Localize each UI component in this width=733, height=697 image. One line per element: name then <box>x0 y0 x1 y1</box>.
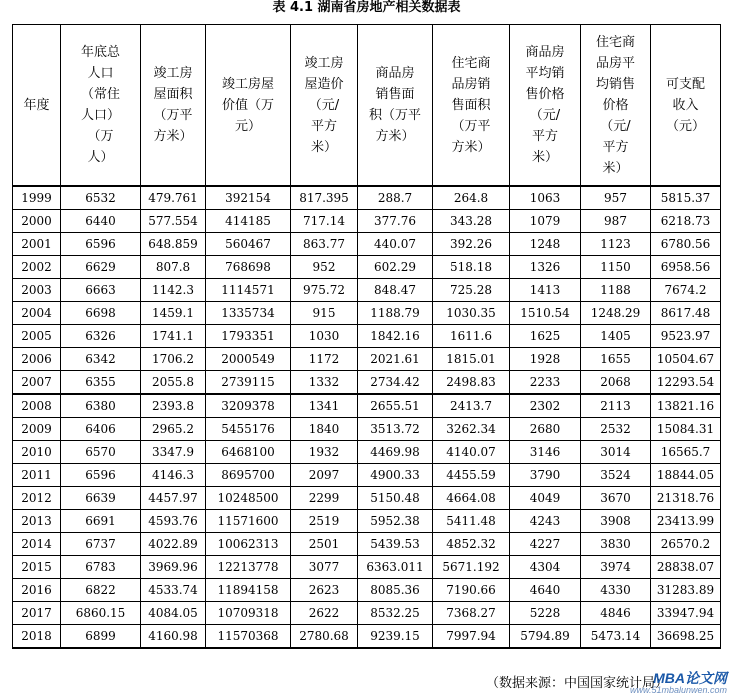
value-cell: 440.07 <box>358 233 433 256</box>
value-cell: 3908 <box>581 510 651 533</box>
value-cell: 3077 <box>291 556 358 579</box>
value-cell: 6737 <box>61 533 141 556</box>
watermark-logo: MBA论文网 <box>653 670 727 686</box>
value-cell: 2623 <box>291 579 358 602</box>
value-cell: 12213778 <box>206 556 291 579</box>
value-cell: 8617.48 <box>651 302 721 325</box>
column-header: 住宅商 品房销 售面积 （万平 方米） <box>433 25 510 187</box>
column-header: 住宅商 品房平 均销售 价格 （元/ 平方 米） <box>581 25 651 187</box>
value-cell: 975.72 <box>291 279 358 302</box>
value-cell: 1114571 <box>206 279 291 302</box>
value-cell: 9239.15 <box>358 625 433 649</box>
value-cell: 4455.59 <box>433 464 510 487</box>
value-cell: 6468100 <box>206 441 291 464</box>
year-cell: 2009 <box>13 418 61 441</box>
value-cell: 6218.73 <box>651 210 721 233</box>
value-cell: 863.77 <box>291 233 358 256</box>
value-cell: 5411.48 <box>433 510 510 533</box>
value-cell: 33947.94 <box>651 602 721 625</box>
value-cell: 4227 <box>510 533 581 556</box>
value-cell: 4457.97 <box>141 487 206 510</box>
table-row <box>13 441 721 464</box>
value-cell: 10062313 <box>206 533 291 556</box>
value-cell: 15084.31 <box>651 418 721 441</box>
value-cell: 6596 <box>61 464 141 487</box>
value-cell: 2680 <box>510 418 581 441</box>
value-cell: 6783 <box>61 556 141 579</box>
value-cell: 1706.2 <box>141 348 206 371</box>
table-row <box>13 464 721 487</box>
value-cell: 6406 <box>61 418 141 441</box>
value-cell: 2233 <box>510 371 581 395</box>
value-cell: 2302 <box>510 394 581 418</box>
value-cell: 5794.89 <box>510 625 581 649</box>
value-cell: 1341 <box>291 394 358 418</box>
value-cell: 6363.011 <box>358 556 433 579</box>
year-cell: 2004 <box>13 302 61 325</box>
value-cell: 1842.16 <box>358 325 433 348</box>
value-cell: 31283.89 <box>651 579 721 602</box>
value-cell: 10709318 <box>206 602 291 625</box>
value-cell: 12293.54 <box>651 371 721 395</box>
table-title: 表 4.1 湖南省房地产相关数据表 <box>272 0 461 15</box>
value-cell: 13821.16 <box>651 394 721 418</box>
value-cell: 3830 <box>581 533 651 556</box>
value-cell: 1332 <box>291 371 358 395</box>
value-cell: 1510.54 <box>510 302 581 325</box>
value-cell: 768698 <box>206 256 291 279</box>
value-cell: 987 <box>581 210 651 233</box>
value-cell: 4852.32 <box>433 533 510 556</box>
value-cell: 4084.05 <box>141 602 206 625</box>
value-cell: 6958.56 <box>651 256 721 279</box>
value-cell: 2055.8 <box>141 371 206 395</box>
value-cell: 848.47 <box>358 279 433 302</box>
year-cell: 2002 <box>13 256 61 279</box>
value-cell: 6822 <box>61 579 141 602</box>
value-cell: 4533.74 <box>141 579 206 602</box>
value-cell: 6532 <box>61 186 141 210</box>
value-cell: 725.28 <box>433 279 510 302</box>
value-cell: 1142.3 <box>141 279 206 302</box>
value-cell: 3670 <box>581 487 651 510</box>
value-cell: 1840 <box>291 418 358 441</box>
value-cell: 2532 <box>581 418 651 441</box>
value-cell: 2299 <box>291 487 358 510</box>
value-cell: 1405 <box>581 325 651 348</box>
year-cell: 2011 <box>13 464 61 487</box>
value-cell: 5439.53 <box>358 533 433 556</box>
value-cell: 957 <box>581 186 651 210</box>
value-cell: 6860.15 <box>61 602 141 625</box>
watermark <box>630 671 727 695</box>
value-cell: 3347.9 <box>141 441 206 464</box>
column-header: 竣工房屋 价值（万 元） <box>206 25 291 187</box>
column-header: 可支配 收入 （元） <box>651 25 721 187</box>
value-cell: 915 <box>291 302 358 325</box>
value-cell: 6380 <box>61 394 141 418</box>
value-cell: 1611.6 <box>433 325 510 348</box>
table-row <box>13 256 721 279</box>
value-cell: 6570 <box>61 441 141 464</box>
value-cell: 577.554 <box>141 210 206 233</box>
value-cell: 2068 <box>581 371 651 395</box>
value-cell: 807.8 <box>141 256 206 279</box>
table-row <box>13 602 721 625</box>
value-cell: 3969.96 <box>141 556 206 579</box>
table-row <box>13 279 721 302</box>
value-cell: 1459.1 <box>141 302 206 325</box>
year-cell: 2005 <box>13 325 61 348</box>
value-cell: 6691 <box>61 510 141 533</box>
value-cell: 1326 <box>510 256 581 279</box>
year-cell: 2003 <box>13 279 61 302</box>
value-cell: 1188 <box>581 279 651 302</box>
year-cell: 2008 <box>13 394 61 418</box>
value-cell: 414185 <box>206 210 291 233</box>
value-cell: 1188.79 <box>358 302 433 325</box>
value-cell: 6440 <box>61 210 141 233</box>
value-cell: 4640 <box>510 579 581 602</box>
value-cell: 343.28 <box>433 210 510 233</box>
value-cell: 7190.66 <box>433 579 510 602</box>
data-source-note: （数据来源：中国国家统计局） <box>486 676 669 691</box>
value-cell: 6326 <box>61 325 141 348</box>
year-cell: 2017 <box>13 602 61 625</box>
value-cell: 1030 <box>291 325 358 348</box>
year-cell: 2012 <box>13 487 61 510</box>
value-cell: 16565.7 <box>651 441 721 464</box>
value-cell: 1815.01 <box>433 348 510 371</box>
value-cell: 5455176 <box>206 418 291 441</box>
value-cell: 11571600 <box>206 510 291 533</box>
column-header: 商品房 销售面 积（万平 方米） <box>358 25 433 187</box>
value-cell: 5815.37 <box>651 186 721 210</box>
value-cell: 4049 <box>510 487 581 510</box>
value-cell: 7674.2 <box>651 279 721 302</box>
value-cell: 3974 <box>581 556 651 579</box>
value-cell: 2021.61 <box>358 348 433 371</box>
value-cell: 28838.07 <box>651 556 721 579</box>
table-row <box>13 487 721 510</box>
value-cell: 2519 <box>291 510 358 533</box>
value-cell: 3262.34 <box>433 418 510 441</box>
value-cell: 3146 <box>510 441 581 464</box>
value-cell: 6639 <box>61 487 141 510</box>
year-cell: 2016 <box>13 579 61 602</box>
value-cell: 648.859 <box>141 233 206 256</box>
value-cell: 2498.83 <box>433 371 510 395</box>
value-cell: 4140.07 <box>433 441 510 464</box>
value-cell: 6355 <box>61 371 141 395</box>
value-cell: 6629 <box>61 256 141 279</box>
value-cell: 377.76 <box>358 210 433 233</box>
value-cell: 1123 <box>581 233 651 256</box>
value-cell: 18844.05 <box>651 464 721 487</box>
value-cell: 7997.94 <box>433 625 510 649</box>
value-cell: 4664.08 <box>433 487 510 510</box>
value-cell: 1655 <box>581 348 651 371</box>
value-cell: 1079 <box>510 210 581 233</box>
value-cell: 1248.29 <box>581 302 651 325</box>
value-cell: 3524 <box>581 464 651 487</box>
table-body <box>13 186 721 648</box>
value-cell: 5150.48 <box>358 487 433 510</box>
column-header: 商品房 平均销 售价格 （元/ 平方 米） <box>510 25 581 187</box>
value-cell: 1928 <box>510 348 581 371</box>
year-cell: 2014 <box>13 533 61 556</box>
value-cell: 21318.76 <box>651 487 721 510</box>
value-cell: 560467 <box>206 233 291 256</box>
value-cell: 1172 <box>291 348 358 371</box>
column-header: 竣工房 屋面积 （万平 方米） <box>141 25 206 187</box>
table-row <box>13 325 721 348</box>
table-row <box>13 510 721 533</box>
value-cell: 6596 <box>61 233 141 256</box>
value-cell: 8085.36 <box>358 579 433 602</box>
table-row <box>13 233 721 256</box>
housing-data-table <box>12 24 721 649</box>
value-cell: 4146.3 <box>141 464 206 487</box>
value-cell: 5952.38 <box>358 510 433 533</box>
year-cell: 2007 <box>13 371 61 395</box>
value-cell: 4593.76 <box>141 510 206 533</box>
value-cell: 4900.33 <box>358 464 433 487</box>
value-cell: 479.761 <box>141 186 206 210</box>
year-cell: 2010 <box>13 441 61 464</box>
value-cell: 10504.67 <box>651 348 721 371</box>
value-cell: 288.7 <box>358 186 433 210</box>
table-row <box>13 302 721 325</box>
header-row <box>13 25 721 187</box>
value-cell: 1625 <box>510 325 581 348</box>
value-cell: 952 <box>291 256 358 279</box>
value-cell: 8695700 <box>206 464 291 487</box>
value-cell: 2501 <box>291 533 358 556</box>
watermark-url: www.51mbalunwen.com <box>629 685 727 695</box>
table-row <box>13 394 721 418</box>
year-cell: 1999 <box>13 186 61 210</box>
value-cell: 4846 <box>581 602 651 625</box>
value-cell: 2965.2 <box>141 418 206 441</box>
value-cell: 3209378 <box>206 394 291 418</box>
value-cell: 4160.98 <box>141 625 206 649</box>
value-cell: 4304 <box>510 556 581 579</box>
value-cell: 392.26 <box>433 233 510 256</box>
value-cell: 2097 <box>291 464 358 487</box>
value-cell: 36698.25 <box>651 625 721 649</box>
column-header: 年底总 人口 （常住 人口） （万 人） <box>61 25 141 187</box>
value-cell: 2622 <box>291 602 358 625</box>
value-cell: 5473.14 <box>581 625 651 649</box>
value-cell: 518.18 <box>433 256 510 279</box>
value-cell: 2113 <box>581 394 651 418</box>
table-row <box>13 625 721 649</box>
year-cell: 2000 <box>13 210 61 233</box>
value-cell: 6780.56 <box>651 233 721 256</box>
year-cell: 2015 <box>13 556 61 579</box>
value-cell: 1793351 <box>206 325 291 348</box>
value-cell: 2413.7 <box>433 394 510 418</box>
value-cell: 6899 <box>61 625 141 649</box>
table-row <box>13 371 721 395</box>
table-row <box>13 186 721 210</box>
value-cell: 2734.42 <box>358 371 433 395</box>
value-cell: 1030.35 <box>433 302 510 325</box>
value-cell: 1335734 <box>206 302 291 325</box>
value-cell: 392154 <box>206 186 291 210</box>
value-cell: 2655.51 <box>358 394 433 418</box>
value-cell: 7368.27 <box>433 602 510 625</box>
value-cell: 2000549 <box>206 348 291 371</box>
value-cell: 3790 <box>510 464 581 487</box>
year-cell: 2006 <box>13 348 61 371</box>
value-cell: 264.8 <box>433 186 510 210</box>
value-cell: 1063 <box>510 186 581 210</box>
value-cell: 9523.97 <box>651 325 721 348</box>
value-cell: 10248500 <box>206 487 291 510</box>
value-cell: 1413 <box>510 279 581 302</box>
value-cell: 3513.72 <box>358 418 433 441</box>
value-cell: 26570.2 <box>651 533 721 556</box>
value-cell: 2739115 <box>206 371 291 395</box>
value-cell: 1248 <box>510 233 581 256</box>
value-cell: 11894158 <box>206 579 291 602</box>
value-cell: 6698 <box>61 302 141 325</box>
value-cell: 717.14 <box>291 210 358 233</box>
table-row <box>13 418 721 441</box>
value-cell: 4243 <box>510 510 581 533</box>
value-cell: 817.395 <box>291 186 358 210</box>
table-row <box>13 533 721 556</box>
value-cell: 5671.192 <box>433 556 510 579</box>
year-cell: 2013 <box>13 510 61 533</box>
value-cell: 1150 <box>581 256 651 279</box>
value-cell: 6342 <box>61 348 141 371</box>
table-row <box>13 556 721 579</box>
value-cell: 4022.89 <box>141 533 206 556</box>
value-cell: 2780.68 <box>291 625 358 649</box>
value-cell: 1932 <box>291 441 358 464</box>
value-cell: 602.29 <box>358 256 433 279</box>
table-row <box>13 210 721 233</box>
value-cell: 8532.25 <box>358 602 433 625</box>
year-cell: 2001 <box>13 233 61 256</box>
value-cell: 3014 <box>581 441 651 464</box>
year-cell: 2018 <box>13 625 61 649</box>
value-cell: 2393.8 <box>141 394 206 418</box>
column-header: 竣工房 屋造价 （元/ 平方 米） <box>291 25 358 187</box>
value-cell: 11570368 <box>206 625 291 649</box>
value-cell: 5228 <box>510 602 581 625</box>
value-cell: 23413.99 <box>651 510 721 533</box>
table-row <box>13 348 721 371</box>
value-cell: 6663 <box>61 279 141 302</box>
value-cell: 1741.1 <box>141 325 206 348</box>
table-row <box>13 579 721 602</box>
value-cell: 4469.98 <box>358 441 433 464</box>
value-cell: 4330 <box>581 579 651 602</box>
column-header: 年度 <box>13 25 61 187</box>
